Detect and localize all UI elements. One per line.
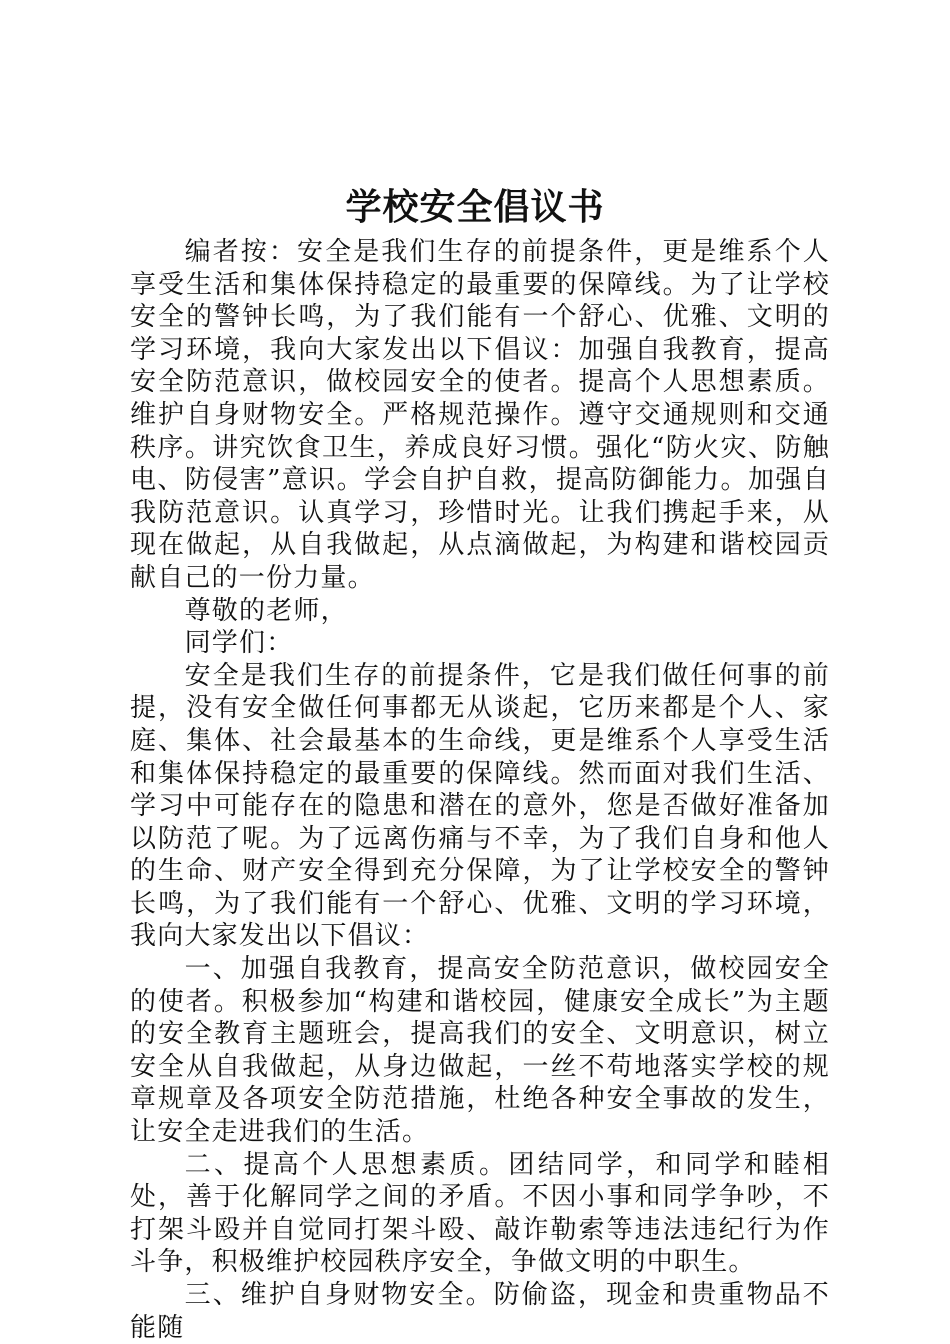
document-title: 学校安全倡议书: [345, 186, 605, 228]
proposal-paragraph-2: 二、提高个人思想素质。团结同学，和同学和睦相处，善于化解同学之间的矛盾。不因小事和同学争吵，不打架斗殴并自觉同打架斗殴、敲诈勒索等违法违纪行为作斗争，积极维护校园秩序安全，争做文明的中职生。: [130, 1149, 830, 1278]
document-body: [130, 236, 830, 1344]
salutation-students: 同学们：: [184, 628, 294, 659]
proposal-paragraph-1: 一、加强自我教育，提高安全防范意识，做校园安全的使者。积极参加“构建和谐校园，健康安全成长”为主题的安全教育主题班会，提高我们的安全、文明意识，树立安全从自我做起，从身边做起，一丝不苟地落实学校的规章规章及各项安全防范措施，杜绝各种安全事故的发生，让安全走进我们的生活。: [130, 954, 830, 1148]
salutation-teachers: 尊敬的老师，: [184, 595, 348, 626]
editor-note-paragraph: 编者按：安全是我们生存的前提条件，更是维系个人享受生活和集体保持稳定的最重要的保障线。为了让学校安全的警钟长鸣，为了我们能有一个舒心、优雅、文明的学习环境，我向大家发出以下倡议：加强自我教育，提高安全防范意识，做校园安全的使者。提高个人思想素质。维护自身财物安全。严格规范操作。遵守交通规则和交通秩序。讲究饮食卫生，养成良好习惯。强化“防火灾、防触电、防侵害”意识。学会自护自救，提高防御能力。加强自我防范意识。认真学习，珍惜时光。让我们携起手来，从现在做起，从自我做起，从点滴做起，为构建和谐校园贡献自己的一份力量。: [130, 237, 830, 593]
intro-paragraph: 安全是我们生存的前提条件，它是我们做任何事的前提，没有安全做任何事都无从谈起，它历来都是个人、家庭、集体、社会最基本的生命线，更是维系个人享受生活和集体保持稳定的最重要的保障线。然而面对我们生活、学习中可能存在的隐患和潜在的意外，您是否做好准备加以防范了呢。为了远离伤痛与不幸，为了我们自身和他人的生命、财产安全得到充分保障，为了让学校安全的警钟长鸣，为了我们能有一个舒心、优雅、文明的学习环境，我向大家发出以下倡议：: [130, 660, 830, 952]
proposal-paragraph-3: 三、维护自身财物安全。防偷盗，现金和贵重物品不能随: [130, 1280, 830, 1343]
